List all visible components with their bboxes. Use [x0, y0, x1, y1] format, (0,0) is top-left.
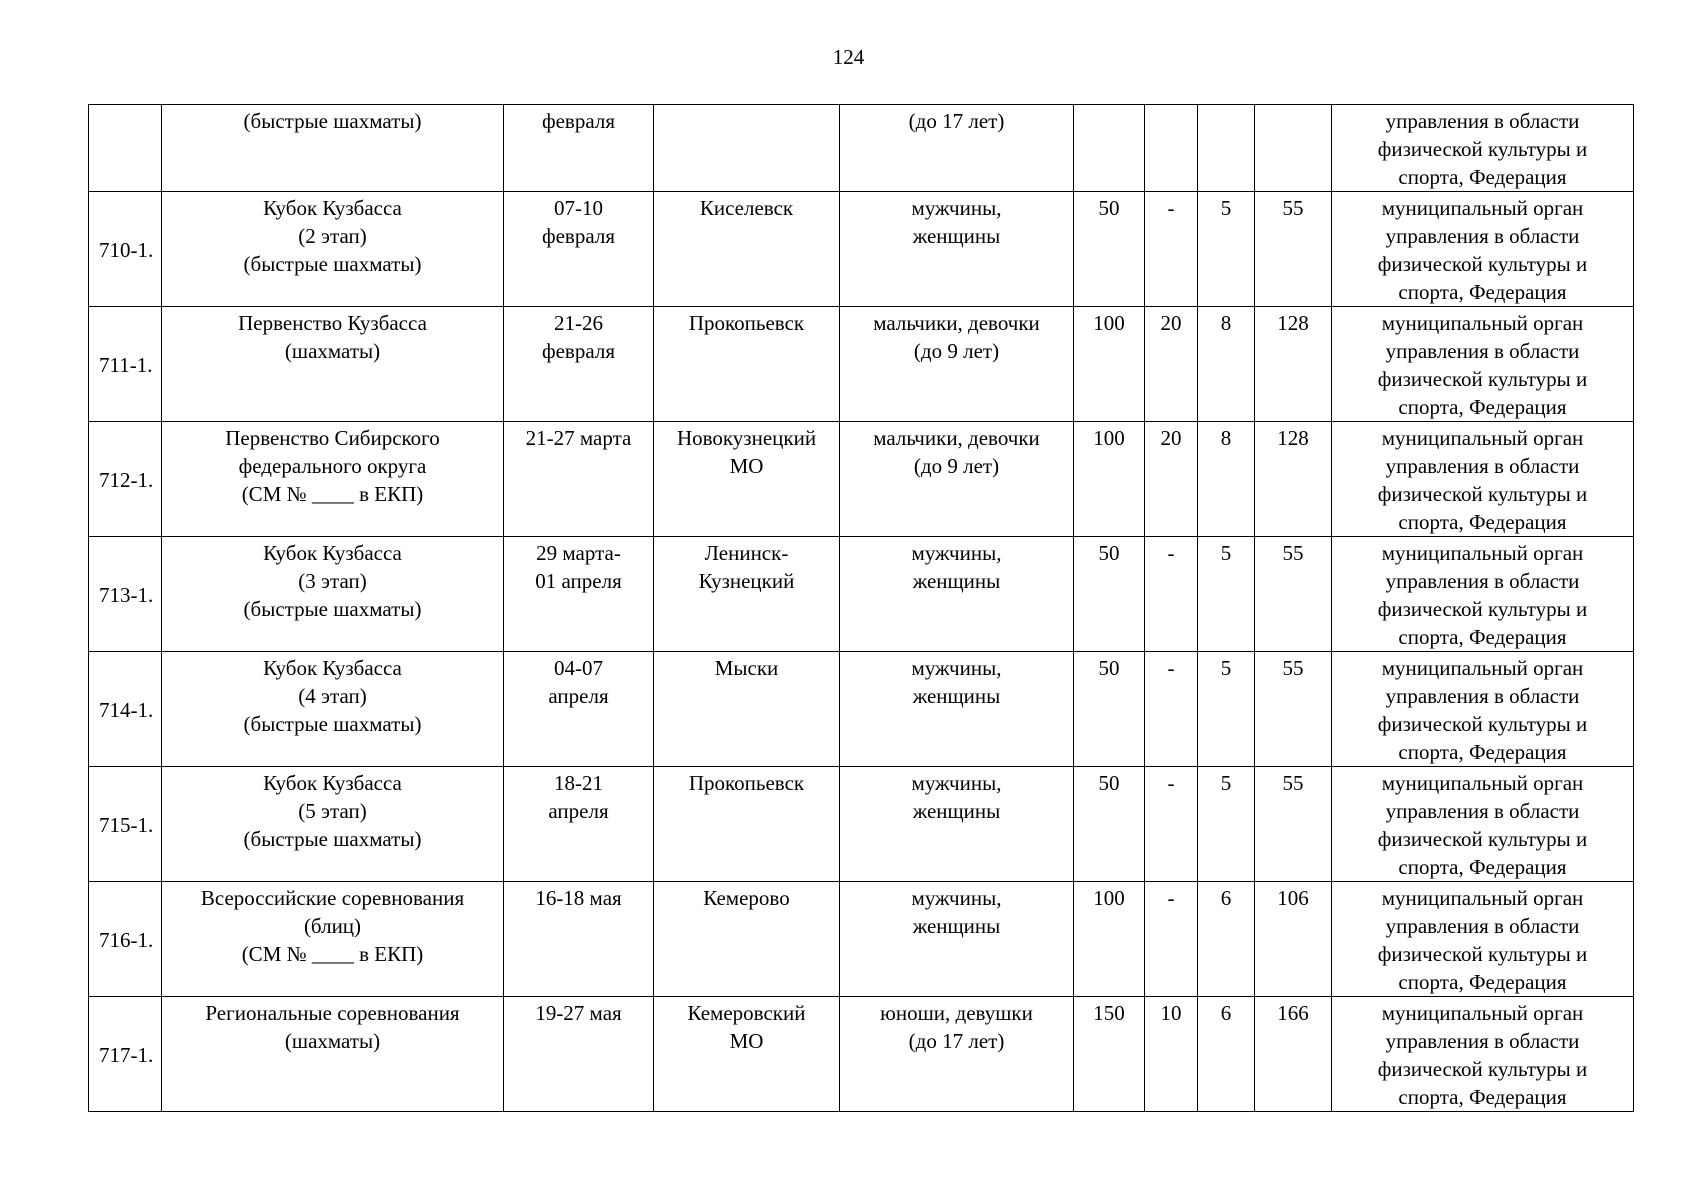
- place-cell: [654, 882, 840, 997]
- count-judges-cell: 5: [1198, 537, 1255, 652]
- count-total-cell: 55: [1255, 192, 1332, 307]
- organizer-cell-line: спорта, Федерация: [1398, 970, 1567, 994]
- place-cell: [654, 192, 840, 307]
- organizer-cell-line: муниципальный орган: [1381, 771, 1584, 795]
- event-cell-line: Кубок Кузбасса: [263, 541, 402, 565]
- count-total-cell: 55: [1255, 652, 1332, 767]
- organizer-cell-line: физической культуры и: [1377, 252, 1588, 276]
- count-coaches-cell: 10: [1145, 997, 1198, 1112]
- organizer-cell-line: спорта, Федерация: [1398, 625, 1567, 649]
- event-cell-line: (быстрые шахматы): [243, 827, 422, 851]
- count-participants-cell: 50: [1074, 652, 1145, 767]
- count-coaches-cell: [1145, 105, 1198, 192]
- dates-cell-line: февраля: [542, 339, 615, 363]
- count-participants-cell: 100: [1074, 422, 1145, 537]
- count-total-cell: 55: [1255, 537, 1332, 652]
- event-cell-line: федерального округа: [238, 454, 427, 478]
- row-number-cell: [89, 105, 162, 192]
- event-cell: [162, 537, 504, 652]
- dates-cell-line: 21-26: [554, 311, 603, 335]
- table-row: [89, 192, 1634, 307]
- organizer-cell-line: управления в области: [1385, 1029, 1580, 1053]
- participants-cell-line: женщины: [912, 914, 1001, 938]
- row-number-cell: 711-1.: [89, 307, 162, 422]
- participants-cell-line: юноши, девушки: [880, 1001, 1033, 1025]
- participants-cell-line: мужчины,: [911, 656, 1002, 680]
- participants-cell: [840, 105, 1074, 192]
- count-judges-cell: 8: [1198, 422, 1255, 537]
- event-cell-line: (3 этап): [298, 569, 367, 593]
- place-cell-line: МО: [729, 1029, 764, 1053]
- participants-cell-line: мальчики, девочки: [873, 311, 1040, 335]
- participants-cell-line: (до 17 лет): [908, 109, 1005, 133]
- event-cell-line: (4 этап): [298, 684, 367, 708]
- count-coaches-cell: -: [1145, 192, 1198, 307]
- dates-cell-line: апреля: [548, 799, 609, 823]
- table-row: [89, 307, 1634, 422]
- count-total-cell: 106: [1255, 882, 1332, 997]
- participants-cell: [840, 192, 1074, 307]
- place-cell-line: МО: [729, 454, 764, 478]
- dates-cell-line: февраля: [542, 109, 615, 133]
- organizer-cell-line: управления в области: [1385, 569, 1580, 593]
- count-judges-cell: 6: [1198, 997, 1255, 1112]
- dates-cell-line: февраля: [542, 224, 615, 248]
- place-cell: [654, 537, 840, 652]
- organizer-cell-line: физической культуры и: [1377, 137, 1588, 161]
- organizer-cell-line: управления в области: [1385, 224, 1580, 248]
- dates-cell: [504, 422, 654, 537]
- count-coaches-cell: 20: [1145, 422, 1198, 537]
- organizer-cell-line: спорта, Федерация: [1398, 855, 1567, 879]
- page-number: 124: [832, 45, 865, 69]
- organizer-cell-line: спорта, Федерация: [1398, 1085, 1567, 1109]
- dates-cell-line: 21-27 марта: [525, 426, 632, 450]
- event-cell-line: (быстрые шахматы): [243, 712, 422, 736]
- table-body: [89, 105, 1634, 1112]
- row-number-cell: 715-1.: [89, 767, 162, 882]
- event-cell-line: (СМ № ____ в ЕКП): [241, 942, 424, 966]
- place-cell: [654, 307, 840, 422]
- place-cell-line: Кемерово: [703, 886, 790, 910]
- event-cell-line: Региональные соревнования: [205, 1001, 460, 1025]
- event-cell-line: Кубок Кузбасса: [263, 196, 402, 220]
- dates-cell-line: апреля: [548, 684, 609, 708]
- dates-cell-line: 19-27 мая: [535, 1001, 622, 1025]
- participants-cell-line: женщины: [912, 684, 1001, 708]
- count-participants-cell: 100: [1074, 882, 1145, 997]
- participants-cell-line: женщины: [912, 569, 1001, 593]
- participants-cell-line: мальчики, девочки: [873, 426, 1040, 450]
- place-cell-line: Мыски: [714, 656, 779, 680]
- count-coaches-cell: 20: [1145, 307, 1198, 422]
- organizer-cell-line: физической культуры и: [1377, 482, 1588, 506]
- count-judges-cell: 8: [1198, 307, 1255, 422]
- event-cell-line: Первенство Сибирского: [225, 426, 440, 450]
- event-cell-line: (быстрые шахматы): [243, 252, 422, 276]
- count-total-cell: [1255, 105, 1332, 192]
- organizer-cell-line: муниципальный орган: [1381, 1001, 1584, 1025]
- place-cell-line: Прокопьевск: [688, 771, 805, 795]
- event-cell-line: Первенство Кузбасса: [238, 311, 427, 335]
- participants-cell-line: (до 9 лет): [913, 339, 1000, 363]
- organizer-cell: [1332, 192, 1634, 307]
- organizer-cell-line: управления в области: [1385, 914, 1580, 938]
- participants-cell: [840, 767, 1074, 882]
- schedule-table: [88, 104, 1634, 1112]
- event-cell: [162, 767, 504, 882]
- organizer-cell-line: физической культуры и: [1377, 942, 1588, 966]
- place-cell-line: Новокузнецкий: [676, 426, 817, 450]
- count-total-cell: 128: [1255, 307, 1332, 422]
- count-coaches-cell: -: [1145, 537, 1198, 652]
- place-cell-line: Киселевск: [699, 196, 794, 220]
- table-row: [89, 105, 1634, 192]
- count-judges-cell: 5: [1198, 192, 1255, 307]
- organizer-cell-line: управления в области: [1385, 799, 1580, 823]
- dates-cell: [504, 767, 654, 882]
- row-number-cell: 716-1.: [89, 882, 162, 997]
- participants-cell: [840, 997, 1074, 1112]
- place-cell-line: Ленинск-: [704, 541, 789, 565]
- count-coaches-cell: -: [1145, 882, 1198, 997]
- participants-cell-line: мужчины,: [911, 886, 1002, 910]
- event-cell-line: (быстрые шахматы): [243, 597, 422, 621]
- organizer-cell-line: управления в области: [1385, 454, 1580, 478]
- organizer-cell-line: муниципальный орган: [1381, 426, 1584, 450]
- dates-cell: [504, 997, 654, 1112]
- row-number-cell: 717-1.: [89, 997, 162, 1112]
- organizer-cell-line: муниципальный орган: [1381, 656, 1584, 680]
- place-cell: [654, 767, 840, 882]
- organizer-cell-line: спорта, Федерация: [1398, 395, 1567, 419]
- organizer-cell: [1332, 652, 1634, 767]
- participants-cell-line: (до 9 лет): [913, 454, 1000, 478]
- organizer-cell-line: спорта, Федерация: [1398, 280, 1567, 304]
- event-cell-line: (шахматы): [284, 339, 381, 363]
- organizer-cell-line: физической культуры и: [1377, 367, 1588, 391]
- count-coaches-cell: -: [1145, 767, 1198, 882]
- count-total-cell: 166: [1255, 997, 1332, 1112]
- dates-cell: [504, 105, 654, 192]
- event-cell: [162, 192, 504, 307]
- organizer-cell-line: управления в области: [1385, 339, 1580, 363]
- participants-cell-line: женщины: [912, 224, 1001, 248]
- dates-cell: [504, 537, 654, 652]
- row-number-cell: 713-1.: [89, 537, 162, 652]
- count-judges-cell: 5: [1198, 767, 1255, 882]
- row-number-cell: 712-1.: [89, 422, 162, 537]
- participants-cell: [840, 882, 1074, 997]
- organizer-cell: [1332, 997, 1634, 1112]
- event-cell-line: Всероссийские соревнования: [200, 886, 465, 910]
- organizer-cell: [1332, 105, 1634, 192]
- organizer-cell-line: муниципальный орган: [1381, 886, 1584, 910]
- participants-cell: [840, 307, 1074, 422]
- organizer-cell-line: спорта, Федерация: [1398, 510, 1567, 534]
- event-cell-line: (СМ № ____ в ЕКП): [241, 482, 424, 506]
- dates-cell-line: 18-21: [554, 771, 603, 795]
- place-cell-line: Кемеровский: [687, 1001, 806, 1025]
- place-cell-line: Прокопьевск: [688, 311, 805, 335]
- count-coaches-cell: -: [1145, 652, 1198, 767]
- dates-cell: [504, 652, 654, 767]
- participants-cell: [840, 652, 1074, 767]
- organizer-cell-line: спорта, Федерация: [1398, 165, 1567, 189]
- organizer-cell-line: физической культуры и: [1377, 712, 1588, 736]
- organizer-cell-line: физической культуры и: [1377, 827, 1588, 851]
- event-cell-line: Кубок Кузбасса: [263, 656, 402, 680]
- count-judges-cell: 5: [1198, 652, 1255, 767]
- dates-cell-line: 16-18 мая: [535, 886, 622, 910]
- dates-cell-line: 01 апреля: [535, 569, 622, 593]
- organizer-cell: [1332, 422, 1634, 537]
- event-cell: [162, 422, 504, 537]
- event-cell: [162, 882, 504, 997]
- event-cell-line: (быстрые шахматы): [243, 109, 422, 133]
- table-row: [89, 537, 1634, 652]
- organizer-cell-line: физической культуры и: [1377, 597, 1588, 621]
- count-participants-cell: 50: [1074, 537, 1145, 652]
- organizer-cell: [1332, 882, 1634, 997]
- count-judges-cell: 6: [1198, 882, 1255, 997]
- count-participants-cell: 50: [1074, 192, 1145, 307]
- event-cell: [162, 997, 504, 1112]
- organizer-cell-line: физической культуры и: [1377, 1057, 1588, 1081]
- table-row: [89, 422, 1634, 537]
- table-row: [89, 652, 1634, 767]
- count-participants-cell: [1074, 105, 1145, 192]
- participants-cell-line: женщины: [912, 799, 1001, 823]
- organizer-cell: [1332, 307, 1634, 422]
- event-cell-line: Кубок Кузбасса: [263, 771, 402, 795]
- event-cell-line: (шахматы): [284, 1029, 381, 1053]
- event-cell: [162, 105, 504, 192]
- organizer-cell-line: муниципальный орган: [1381, 311, 1584, 335]
- dates-cell-line: 04-07: [554, 656, 603, 680]
- count-participants-cell: 50: [1074, 767, 1145, 882]
- table-row: [89, 882, 1634, 997]
- participants-cell: [840, 422, 1074, 537]
- participants-cell-line: мужчины,: [911, 771, 1002, 795]
- dates-cell-line: 29 марта-: [536, 541, 621, 565]
- place-cell: [654, 997, 840, 1112]
- participants-cell-line: мужчины,: [911, 196, 1002, 220]
- count-total-cell: 55: [1255, 767, 1332, 882]
- organizer-cell-line: муниципальный орган: [1381, 541, 1584, 565]
- place-cell: [654, 652, 840, 767]
- event-cell: [162, 307, 504, 422]
- dates-cell: [504, 307, 654, 422]
- organizer-cell: [1332, 537, 1634, 652]
- place-cell: [654, 422, 840, 537]
- participants-cell-line: (до 17 лет): [908, 1029, 1005, 1053]
- organizer-cell-line: управления в области: [1385, 684, 1580, 708]
- organizer-cell-line: муниципальный орган: [1381, 196, 1584, 220]
- table-row: [89, 767, 1634, 882]
- count-participants-cell: 100: [1074, 307, 1145, 422]
- participants-cell: [840, 537, 1074, 652]
- place-cell-line: Кузнецкий: [698, 569, 795, 593]
- count-participants-cell: 150: [1074, 997, 1145, 1112]
- dates-cell-line: 07-10: [554, 196, 603, 220]
- dates-cell: [504, 882, 654, 997]
- count-judges-cell: [1198, 105, 1255, 192]
- place-cell: [654, 105, 840, 192]
- participants-cell-line: мужчины,: [911, 541, 1002, 565]
- row-number-cell: 710-1.: [89, 192, 162, 307]
- event-cell-line: (блиц): [303, 914, 362, 938]
- table-row: [89, 997, 1634, 1112]
- event-cell-line: (5 этап): [298, 799, 367, 823]
- row-number-cell: 714-1.: [89, 652, 162, 767]
- event-cell: [162, 652, 504, 767]
- organizer-cell-line: спорта, Федерация: [1398, 740, 1567, 764]
- organizer-cell-line: управления в области: [1385, 109, 1580, 133]
- organizer-cell: [1332, 767, 1634, 882]
- event-cell-line: (2 этап): [298, 224, 367, 248]
- dates-cell: [504, 192, 654, 307]
- count-total-cell: 128: [1255, 422, 1332, 537]
